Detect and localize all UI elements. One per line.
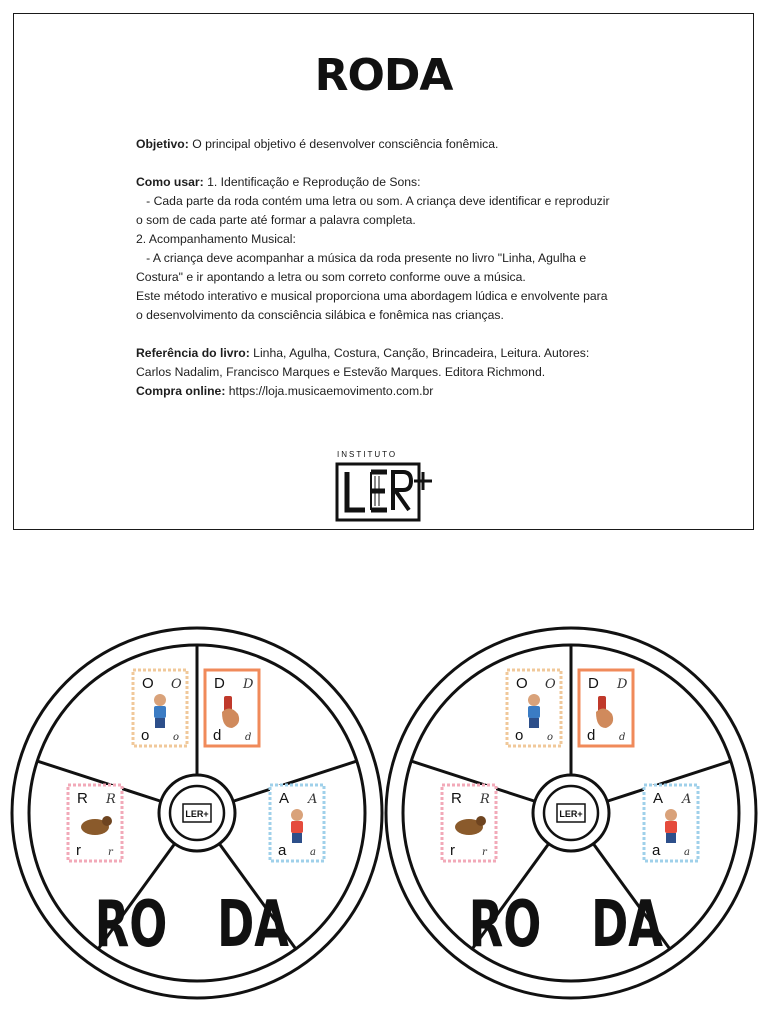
how-to-use-line-4: 2. Acompanhamento Musical:	[136, 232, 296, 246]
letter-lower-script: a	[310, 847, 316, 858]
letter-lower: o	[141, 727, 150, 744]
instructions-text	[136, 135, 656, 401]
letter-upper: O	[142, 675, 154, 692]
wheel-right	[386, 628, 756, 998]
child-head-icon	[154, 694, 166, 706]
letter-upper: A	[653, 790, 664, 807]
child-legs-icon	[155, 718, 165, 728]
letter-lower: o	[515, 727, 524, 744]
syllable-ro: RO	[468, 888, 542, 963]
letter-upper: R	[451, 790, 462, 807]
letter-lower-script: r	[108, 847, 113, 858]
child-body-icon	[528, 706, 540, 718]
letter-card-r	[442, 785, 496, 861]
objective-paragraph	[136, 135, 656, 154]
letter-upper-script: O	[545, 677, 556, 692]
letter-upper: D	[588, 675, 599, 692]
letter-upper-script: R	[480, 792, 490, 807]
letter-lower: d	[587, 727, 596, 744]
letter-upper-script: O	[171, 677, 182, 692]
letter-upper-script: A	[308, 792, 318, 807]
letter-lower-script: o	[173, 732, 180, 743]
letter-card-r	[68, 785, 122, 861]
letter-upper-script: D	[243, 677, 254, 692]
letter-card-a	[270, 785, 324, 861]
objective-text: O principal objetivo é desenvolver consciência fonêmica.	[188, 137, 499, 151]
wheel-left	[12, 628, 382, 998]
reference-line-2: Carlos Nadalim, Francisco Marques e Estevão Marques. Editora Richmond.	[136, 365, 546, 379]
logo-mark-icon	[335, 462, 435, 524]
syllable-da: DA	[217, 888, 289, 963]
letter-card-o	[133, 670, 187, 746]
child-head-icon	[665, 809, 677, 821]
letter-upper-script: D	[617, 677, 628, 692]
letter-lower-script: d	[245, 732, 252, 743]
objective-label: Objetivo:	[136, 137, 189, 151]
purchase-paragraph	[136, 382, 656, 401]
hub-logo-text: LER+	[185, 809, 209, 819]
letter-upper: O	[516, 675, 528, 692]
logo-instituto-text: INSTITUTO	[337, 450, 398, 459]
how-to-use-line-5: - A criança deve acompanhar a música da roda presente no livro "Linha, Agulha e	[136, 251, 587, 265]
child-body-icon	[291, 821, 303, 833]
letter-lower-script: a	[684, 847, 690, 858]
dog-head-icon	[102, 816, 112, 826]
how-to-use-line-7: Este método interativo e musical proporciona uma abordagem lúdica e envolvente para	[136, 289, 608, 303]
wheel-cutouts	[0, 600, 768, 1024]
how-to-use-line-6: Costura" e ir apontando a letra ou som correto conforme ouve a música.	[136, 270, 526, 284]
how-to-use-line-3: o som de cada parte até formar a palavra completa.	[136, 213, 416, 227]
letter-lower: a	[278, 842, 287, 859]
letter-lower-script: o	[547, 732, 554, 743]
syllable-ro: RO	[94, 888, 168, 963]
purchase-label: Compra online:	[136, 384, 226, 398]
letter-lower-script: r	[482, 847, 487, 858]
reference-text: Linha, Agulha, Costura, Canção, Brincadeira, Leitura. Autores:	[249, 346, 590, 360]
how-to-use-line-2: - Cada parte da roda contém uma letra ou som. A criança deve identificar e reproduzir	[136, 194, 610, 208]
letter-lower: a	[652, 842, 661, 859]
instituto-ler-logo	[335, 450, 435, 520]
reference-label: Referência do livro:	[136, 346, 250, 360]
child-legs-icon	[292, 833, 302, 843]
hub-logo-text: LER+	[559, 809, 583, 819]
how-to-use-line-8: o desenvolvimento da consciência silábica e fonêmica nas crianças.	[136, 308, 504, 322]
purchase-url: https://loja.musicaemovimento.com.br	[225, 384, 434, 398]
page-title: RODA	[314, 50, 453, 101]
letter-lower: r	[76, 842, 81, 859]
letter-upper-script: R	[106, 792, 116, 807]
letter-card-o	[507, 670, 561, 746]
letter-upper: D	[214, 675, 225, 692]
how-to-use-line-1	[136, 173, 656, 192]
wheel-illustrations	[0, 600, 768, 1024]
letter-upper: A	[279, 790, 290, 807]
letter-lower: d	[213, 727, 222, 744]
reference-paragraph	[136, 344, 656, 363]
syllable-da: DA	[591, 888, 663, 963]
dog-head-icon	[476, 816, 486, 826]
how-to-use-label: Como usar:	[136, 175, 204, 189]
child-head-icon	[528, 694, 540, 706]
letter-card-a	[644, 785, 698, 861]
child-legs-icon	[529, 718, 539, 728]
how-to-use-step-1: 1. Identificação e Reprodução de Sons:	[203, 175, 421, 189]
child-body-icon	[154, 706, 166, 718]
letter-card-d	[579, 670, 633, 746]
child-head-icon	[291, 809, 303, 821]
letter-lower-script: d	[619, 732, 626, 743]
child-legs-icon	[666, 833, 676, 843]
child-body-icon	[665, 821, 677, 833]
info-card	[13, 13, 754, 530]
letter-upper: R	[77, 790, 88, 807]
letter-upper-script: A	[682, 792, 692, 807]
letter-card-d	[205, 670, 259, 746]
letter-lower: r	[450, 842, 455, 859]
